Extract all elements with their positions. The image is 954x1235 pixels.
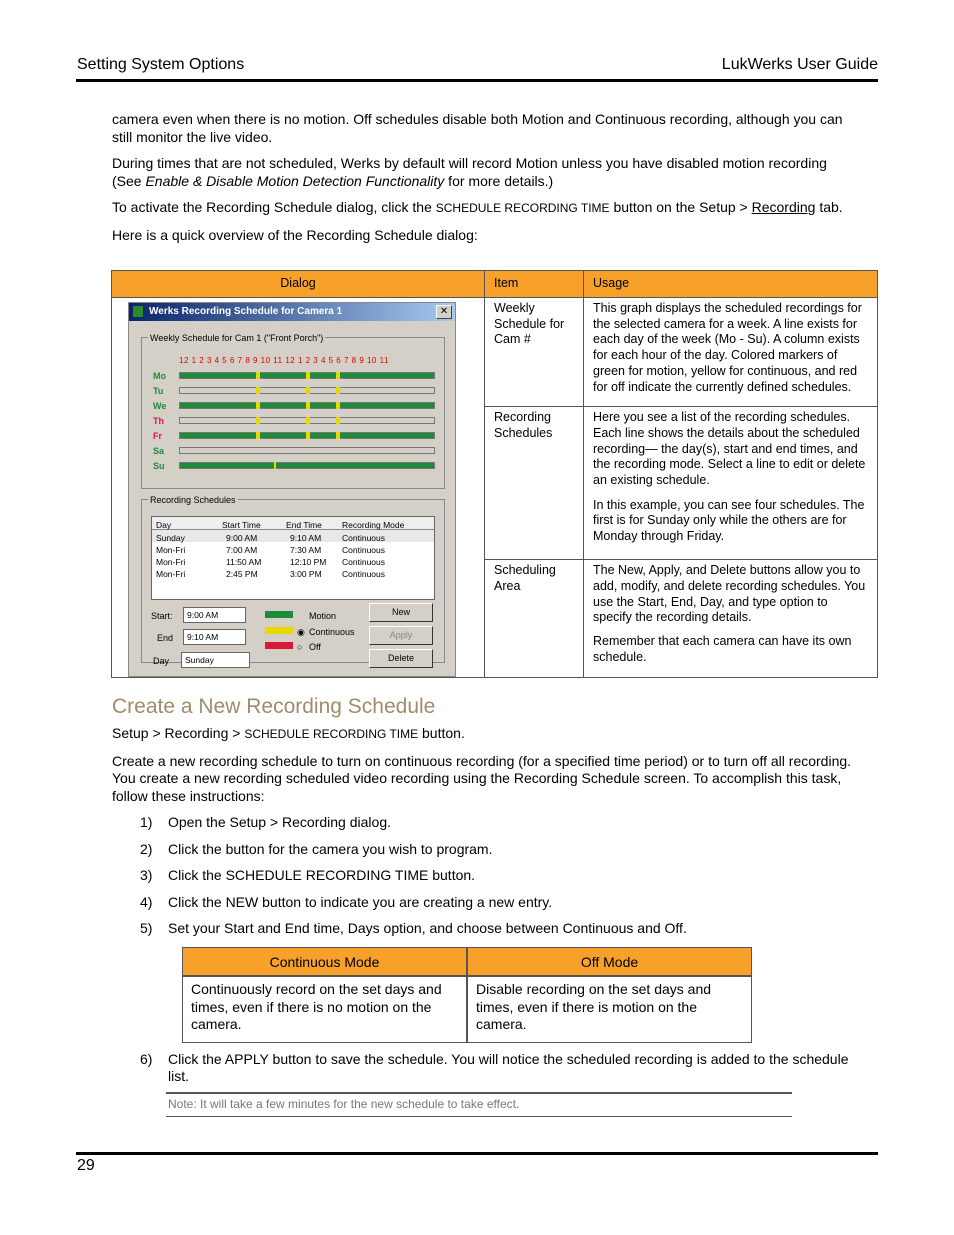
button-reference: SCHEDULE RECORDING TIME [435,201,610,215]
modes-header-row [182,947,752,977]
intro-paragraph-2 [112,155,852,190]
mode-continuous-label: Continuous [309,627,355,637]
day-select[interactable]: Sunday [181,652,250,668]
cell-start: 7:00 AM [226,545,258,555]
list-item [112,841,852,859]
cross-reference: Enable & Disable Motion Detection Functionality [145,172,445,189]
cell-start: 11:50 AM [226,557,262,567]
apply-button[interactable]: Apply [369,626,433,645]
start-label: Start: [151,611,173,621]
close-icon[interactable]: ✕ [436,305,452,319]
section-title: Create a New Recording Schedule [112,695,436,718]
step-list [112,1051,852,1086]
usage-cell [584,560,878,678]
continuous-marker [256,372,260,379]
schedule-bar-mo[interactable] [179,372,435,379]
mode-off-label: Off [309,642,321,652]
navigation-path [112,725,852,744]
text-span: button. [418,725,465,741]
usage-text: Remember that each camera can have its own schedule. [593,633,852,664]
list-item[interactable] [152,554,434,566]
group-label: Weekly Schedule for Cam 1 ("Front Porch") [148,331,325,347]
step-text: Click the APPLY button to save the schedule. You will notice the scheduled recording is added to the schedule list. [168,1050,849,1084]
list-item [112,814,852,832]
usage-text: This graph displays the scheduled recordings for the selected camera for a week. A line exists for each day of the week (Mo - Su). A column exists for each hour of the day. Colored markers of green for motion, yellow for continuous, and red for off indicate the currently defined schedules. [593,301,862,394]
schedule-bar-th[interactable] [179,417,435,424]
continuous-marker [256,402,260,409]
day-label: Tu [153,386,164,396]
item-cell: Scheduling Area [485,560,584,678]
table-row [112,298,878,407]
end-label: End [157,633,174,643]
step-number: 4) [140,893,153,910]
continuous-marker [306,432,310,439]
mode-motion-label: Motion [309,611,337,621]
list-item [112,894,852,912]
cell-start: 9:00 AM [226,533,258,543]
page-number: 29 [77,1157,95,1174]
continuous-marker [336,387,340,394]
intro-paragraph-1: camera even when there is no motion. Off schedules disable both Motion and Continuous recording, although you can still monitor the live video. [112,111,843,145]
list-item [112,867,852,885]
step-list [112,814,852,938]
continuous-marker [256,387,260,394]
off-swatch [265,642,293,649]
step-text: Click the SCHEDULE RECORDING TIME button. [168,867,476,883]
text-span: tab. [815,199,843,215]
column-header[interactable]: Start Time [222,520,261,530]
cell-end: 9:10 AM [290,533,322,543]
step-text: Set your Start and End time, Days option, and choose between Continuous and Off. [168,920,687,936]
cell-start: 2:45 PM [226,569,258,579]
continuous-mode-description: Continuously record on the set days and times, even if there is no motion on the camera. [182,976,467,1043]
continuous-marker [306,402,310,409]
day-label: We [153,401,167,411]
day-label: Th [153,416,164,426]
end-time-input[interactable]: 9:10 AM [183,629,246,645]
modes-table [182,947,752,1043]
header-off-mode: Off Mode [467,947,752,977]
note-box: Note: It will take a few minutes for the new schedule to take effect. [166,1092,792,1118]
continuous-marker [336,402,340,409]
cell-day: Sunday [156,533,185,543]
step-number: 2) [140,840,153,857]
continuous-marker [256,432,260,439]
intro-text [112,111,852,253]
usage-cell [584,407,878,560]
continuous-marker [336,372,340,379]
item-cell: Recording Schedules [485,407,584,560]
start-time-input[interactable]: 9:00 AM [183,607,246,623]
step-number: 3) [140,867,153,883]
item-cell: Weekly Schedule for Cam # [485,298,584,407]
radio-off[interactable]: ○ [297,642,303,652]
cell-mode: Continuous [342,545,386,555]
day-label: Day [153,656,170,666]
header-item: Item [485,271,584,298]
text-span: button on the Setup > [609,199,752,215]
section-paragraph: Create a new recording schedule to turn on continuous recording (for a specified time period) or to turn off all recording. You create a new recording scheduled video recording using the Recording Schedule screen. To accomplish this task, follow these instructions: [112,752,852,804]
list-item [112,1051,852,1086]
overview-header-row [112,271,878,298]
usage-cell [584,298,878,407]
step-number: 6) [140,1050,153,1067]
column-header[interactable]: End Time [286,520,322,530]
list-item[interactable] [152,566,434,578]
schedule-list[interactable] [151,516,435,600]
cell-day: Mon-Fri [156,569,186,579]
cell-end: 7:30 AM [290,545,322,555]
continuous-marker [336,432,340,439]
continuous-marker [256,417,260,424]
recording-tab-link[interactable]: Recording [751,199,816,215]
off-mode-description: Disable recording on the set days and times, even if there is motion on the camera. [467,976,752,1043]
text-span: During times that are not scheduled, Werks by default will record Motion unless you have disabled motion recording (See [112,155,827,189]
page-header [76,55,878,82]
group-label: Recording Schedules [148,493,238,509]
cell-day: Mon-Fri [156,545,186,555]
table-row [182,976,752,1043]
footer-rule [76,1152,878,1155]
continuous-marker [274,462,276,469]
button-reference: SCHEDULE RECORDING TIME [244,727,419,741]
cell-day: Mon-Fri [156,557,186,567]
radio-continuous[interactable]: ◉ [297,627,305,637]
continuous-marker [306,387,310,394]
continuous-swatch [265,627,293,634]
cell-mode: Continuous [342,569,386,579]
hour-labels: 12 1 2 3 4 5 6 7 8 9 10 11 12 1 2 3 4 5 6 7 8 9 10 11 [179,356,389,365]
column-header[interactable]: Day [156,520,172,530]
header-dialog: Dialog [112,271,485,298]
day-label: Fr [153,431,162,441]
cell-mode: Continuous [342,533,386,543]
header-continuous-mode: Continuous Mode [182,947,467,977]
cell-mode: Continuous [342,557,386,567]
usage-text: The New, Apply, and Delete buttons allow you to add, modify, and delete recording schedules. You use the Start, End, Day, and type option to specify the recording details. [593,563,866,625]
schedule-bar-fr[interactable] [179,432,435,439]
dialog-screenshot-cell [112,298,485,678]
cell-end: 3:00 PM [290,569,322,579]
day-label: Su [153,461,165,471]
schedule-bar-we[interactable] [179,402,435,409]
day-label: Sa [153,446,165,456]
usage-text: Here you see a list of the recording schedules. Each line shows the details about the scheduled recording— the day(s), start and end times, and the recording mode. Select a line to edit or delete an existing schedule. [593,410,866,488]
schedule-bar-sa[interactable] [179,447,435,454]
new-button[interactable]: New [369,603,433,622]
section-body [112,725,852,1117]
day-label: Mo [153,371,166,381]
step-text: Open the Setup > Recording dialog. [168,814,391,830]
intro-paragraph-3 [112,199,852,218]
text-span: for more details.) [444,172,554,189]
schedule-bar-tu[interactable] [179,387,435,394]
dialog-title-bar [129,303,455,321]
list-item[interactable] [152,530,434,542]
text-span: Setup > Recording > [112,725,245,741]
step-text: Click the button for the camera you wish to program. [168,840,493,857]
schedule-bar-su[interactable] [179,462,435,469]
continuous-marker [306,372,310,379]
intro-paragraph-4: Here is a quick overview of the Recording Schedule dialog: [112,226,478,243]
step-number: 1) [140,814,153,830]
cell-end: 12:10 PM [290,557,327,567]
usage-text: In this example, you can see four schedules. The first is for Sunday only while the others are for Monday through Friday. [593,497,865,544]
overview-table [111,270,878,678]
guide-title: LukWerks User Guide [721,56,878,73]
chapter-title: Setting System Options [77,56,245,73]
recording-schedule-dialog [128,302,456,677]
text-span: To activate the Recording Schedule dialog, click the [112,199,436,215]
dialog-title: Werks Recording Schedule for Camera 1 [149,306,343,317]
step-number: 5) [140,920,153,936]
column-header[interactable]: Recording Mode [342,520,405,530]
list-item [112,920,852,938]
step-text: Click the NEW button to indicate you are creating a new entry. [168,893,553,910]
continuous-marker [336,417,340,424]
continuous-marker [306,417,310,424]
list-header [152,517,434,530]
list-item[interactable] [152,542,434,554]
motion-swatch [265,611,293,618]
app-icon [133,306,143,317]
header-usage: Usage [584,271,878,298]
delete-button[interactable]: Delete [369,649,433,668]
